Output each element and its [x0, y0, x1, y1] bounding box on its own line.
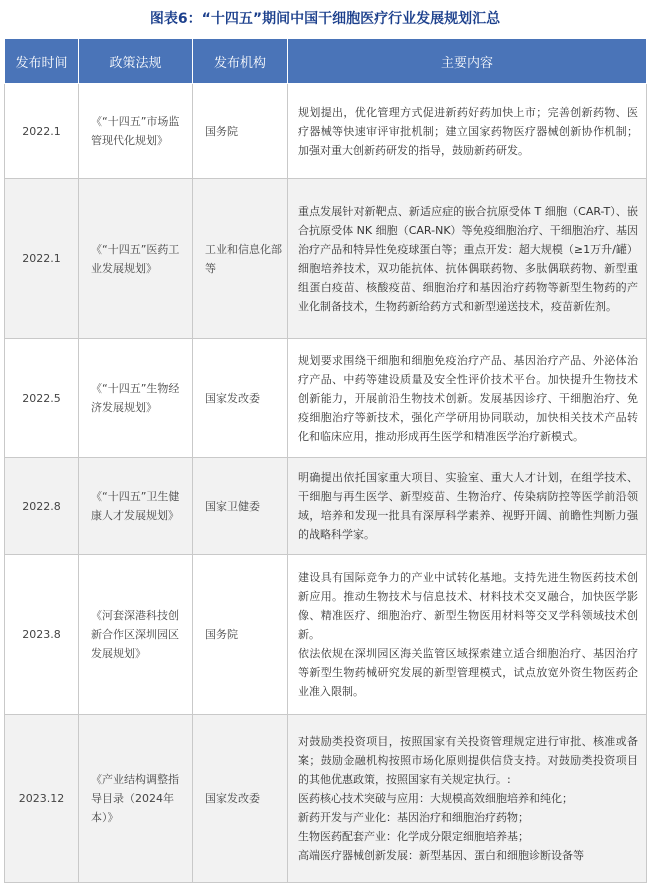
content-line: 明确提出依托国家重大项目、实验室、重大人才计划，在组学技术、干细胞与再生医学、新型疫苗、生物治疗、传染病防控等医学前沿领域，培养和发现一批具有深厚科学素养、视野开阔、前瞻性判断力强的战略科学家。 — [298, 471, 638, 541]
table-row — [5, 84, 647, 179]
row-content — [288, 179, 647, 339]
row-policy: 《河套深港科技创新合作区深圳园区发展规划》 — [79, 555, 193, 715]
content-line: 依法依规在深圳园区海关监管区域探索建立适合细胞治疗、基因治疗等新型生物药械研究发展的新型管理模式，试点放宽外资生物医药企业准入限制。 — [298, 647, 638, 698]
row-policy: 《产业结构调整指导目录（2024年本）》 — [79, 715, 193, 883]
table-row — [5, 458, 647, 555]
header-content: 主要内容 — [288, 39, 647, 84]
table-row — [5, 715, 647, 883]
row-agency: 国家发改委 — [193, 339, 288, 458]
row-agency: 国务院 — [193, 84, 288, 179]
row-content — [288, 458, 647, 555]
figure-title: 图表6：“十四五”期间中国干细胞医疗行业发展规划汇总 — [149, 11, 501, 27]
row-agency: 国务院 — [193, 555, 288, 715]
row-date: 2022.5 — [5, 339, 79, 458]
content-line: 生物医药配套产业：化学成分限定细胞培养基； — [298, 830, 529, 843]
row-date: 2023.8 — [5, 555, 79, 715]
row-content — [288, 84, 647, 179]
row-agency: 国家发改委 — [193, 715, 288, 883]
content-line: 建设具有国际竞争力的产业中试转化基地。支持先进生物医药技术创新应用。推动生物技术与信息技术、材料技术交叉融合，加快医学影像、精准医疗、细胞治疗、新型生物医用材料等交叉学科领域技术创新。 — [298, 571, 638, 641]
row-date: 2022.1 — [5, 179, 79, 339]
row-date: 2022.8 — [5, 458, 79, 555]
row-content — [288, 339, 647, 458]
row-content — [288, 555, 647, 715]
row-date: 2022.1 — [5, 84, 79, 179]
row-agency: 国家卫健委 — [193, 458, 288, 555]
row-policy: 《“十四五”生物经济发展规划》 — [79, 339, 193, 458]
content-line: 规划提出，优化管理方式促进新药好药加快上市；完善创新药物、医疗器械等快速审评审批机制；建立国家药物医疗器械创新协作机制；加强对重大创新药研发的指导，鼓励新药研发。 — [298, 105, 638, 157]
header-agency: 发布机构 — [193, 39, 288, 84]
row-policy: 《“十四五”医药工业发展规划》 — [79, 179, 193, 339]
table-row — [5, 339, 647, 458]
row-agency: 工业和信息化部等 — [193, 179, 288, 339]
table-row — [5, 179, 647, 339]
content-line: 对鼓励类投资项目，按照国家有关投资管理规定进行审批、核准或备案；鼓励金融机构按照市场化原则提供信贷支持。对鼓励类投资项目的其他优惠政策，按照国家有关规定执行。: — [298, 735, 638, 786]
table-header-row — [5, 39, 647, 84]
content-line: 新药开发与产业化：基因治疗和细胞治疗药物； — [298, 811, 529, 824]
content-line: 医药核心技术突破与应用：大规模高效细胞培养和纯化； — [298, 792, 573, 805]
row-policy: 《“十四五”市场监管现代化规划》 — [79, 84, 193, 179]
row-content — [288, 715, 647, 883]
row-date: 2023.12 — [5, 715, 79, 883]
content-line: 规划要求围绕干细胞和细胞免疫治疗产品、基因治疗产品、外泌体治疗产品、中药等建设质量及安全性评价技术平台。加快提升生物技术创新能力，开展前沿生物技术创新。发展基因诊疗、干细胞治疗、免疫细胞治疗等新技术，强化产学研用协同联动，加快相关技术产品转化和临床应用，推动形成再生医学和精准医学治疗新模式。 — [298, 353, 638, 443]
header-date: 发布时间 — [5, 39, 79, 84]
content-line: 重点发展针对新靶点、新适应症的嵌合抗原受体 T 细胞（CAR-T）、嵌合抗原受体 NK 细胞（CAR-NK）等免疫细胞治疗、干细胞治疗、基因治疗产品和特异性免疫球蛋白等；重点开发：超大规模（≥1万升/罐）细胞培养技术，双功能抗体、抗体偶联药物、多肽偶联药物、新型重组蛋白疫苗、核酸疫苗、细胞治疗和基因治疗药物等新型生物药的产业化制备技术，生物药新给药方式和新型递送技术，疫苗新佐剂。 — [298, 204, 638, 313]
content-line: 高端医疗器械创新发展：新型基因、蛋白和细胞诊断设备等 — [298, 849, 584, 862]
policy-table — [4, 38, 647, 883]
header-policy: 政策法规 — [79, 39, 193, 84]
table-row — [5, 555, 647, 715]
row-policy: 《“十四五”卫生健康人才发展规划》 — [79, 458, 193, 555]
